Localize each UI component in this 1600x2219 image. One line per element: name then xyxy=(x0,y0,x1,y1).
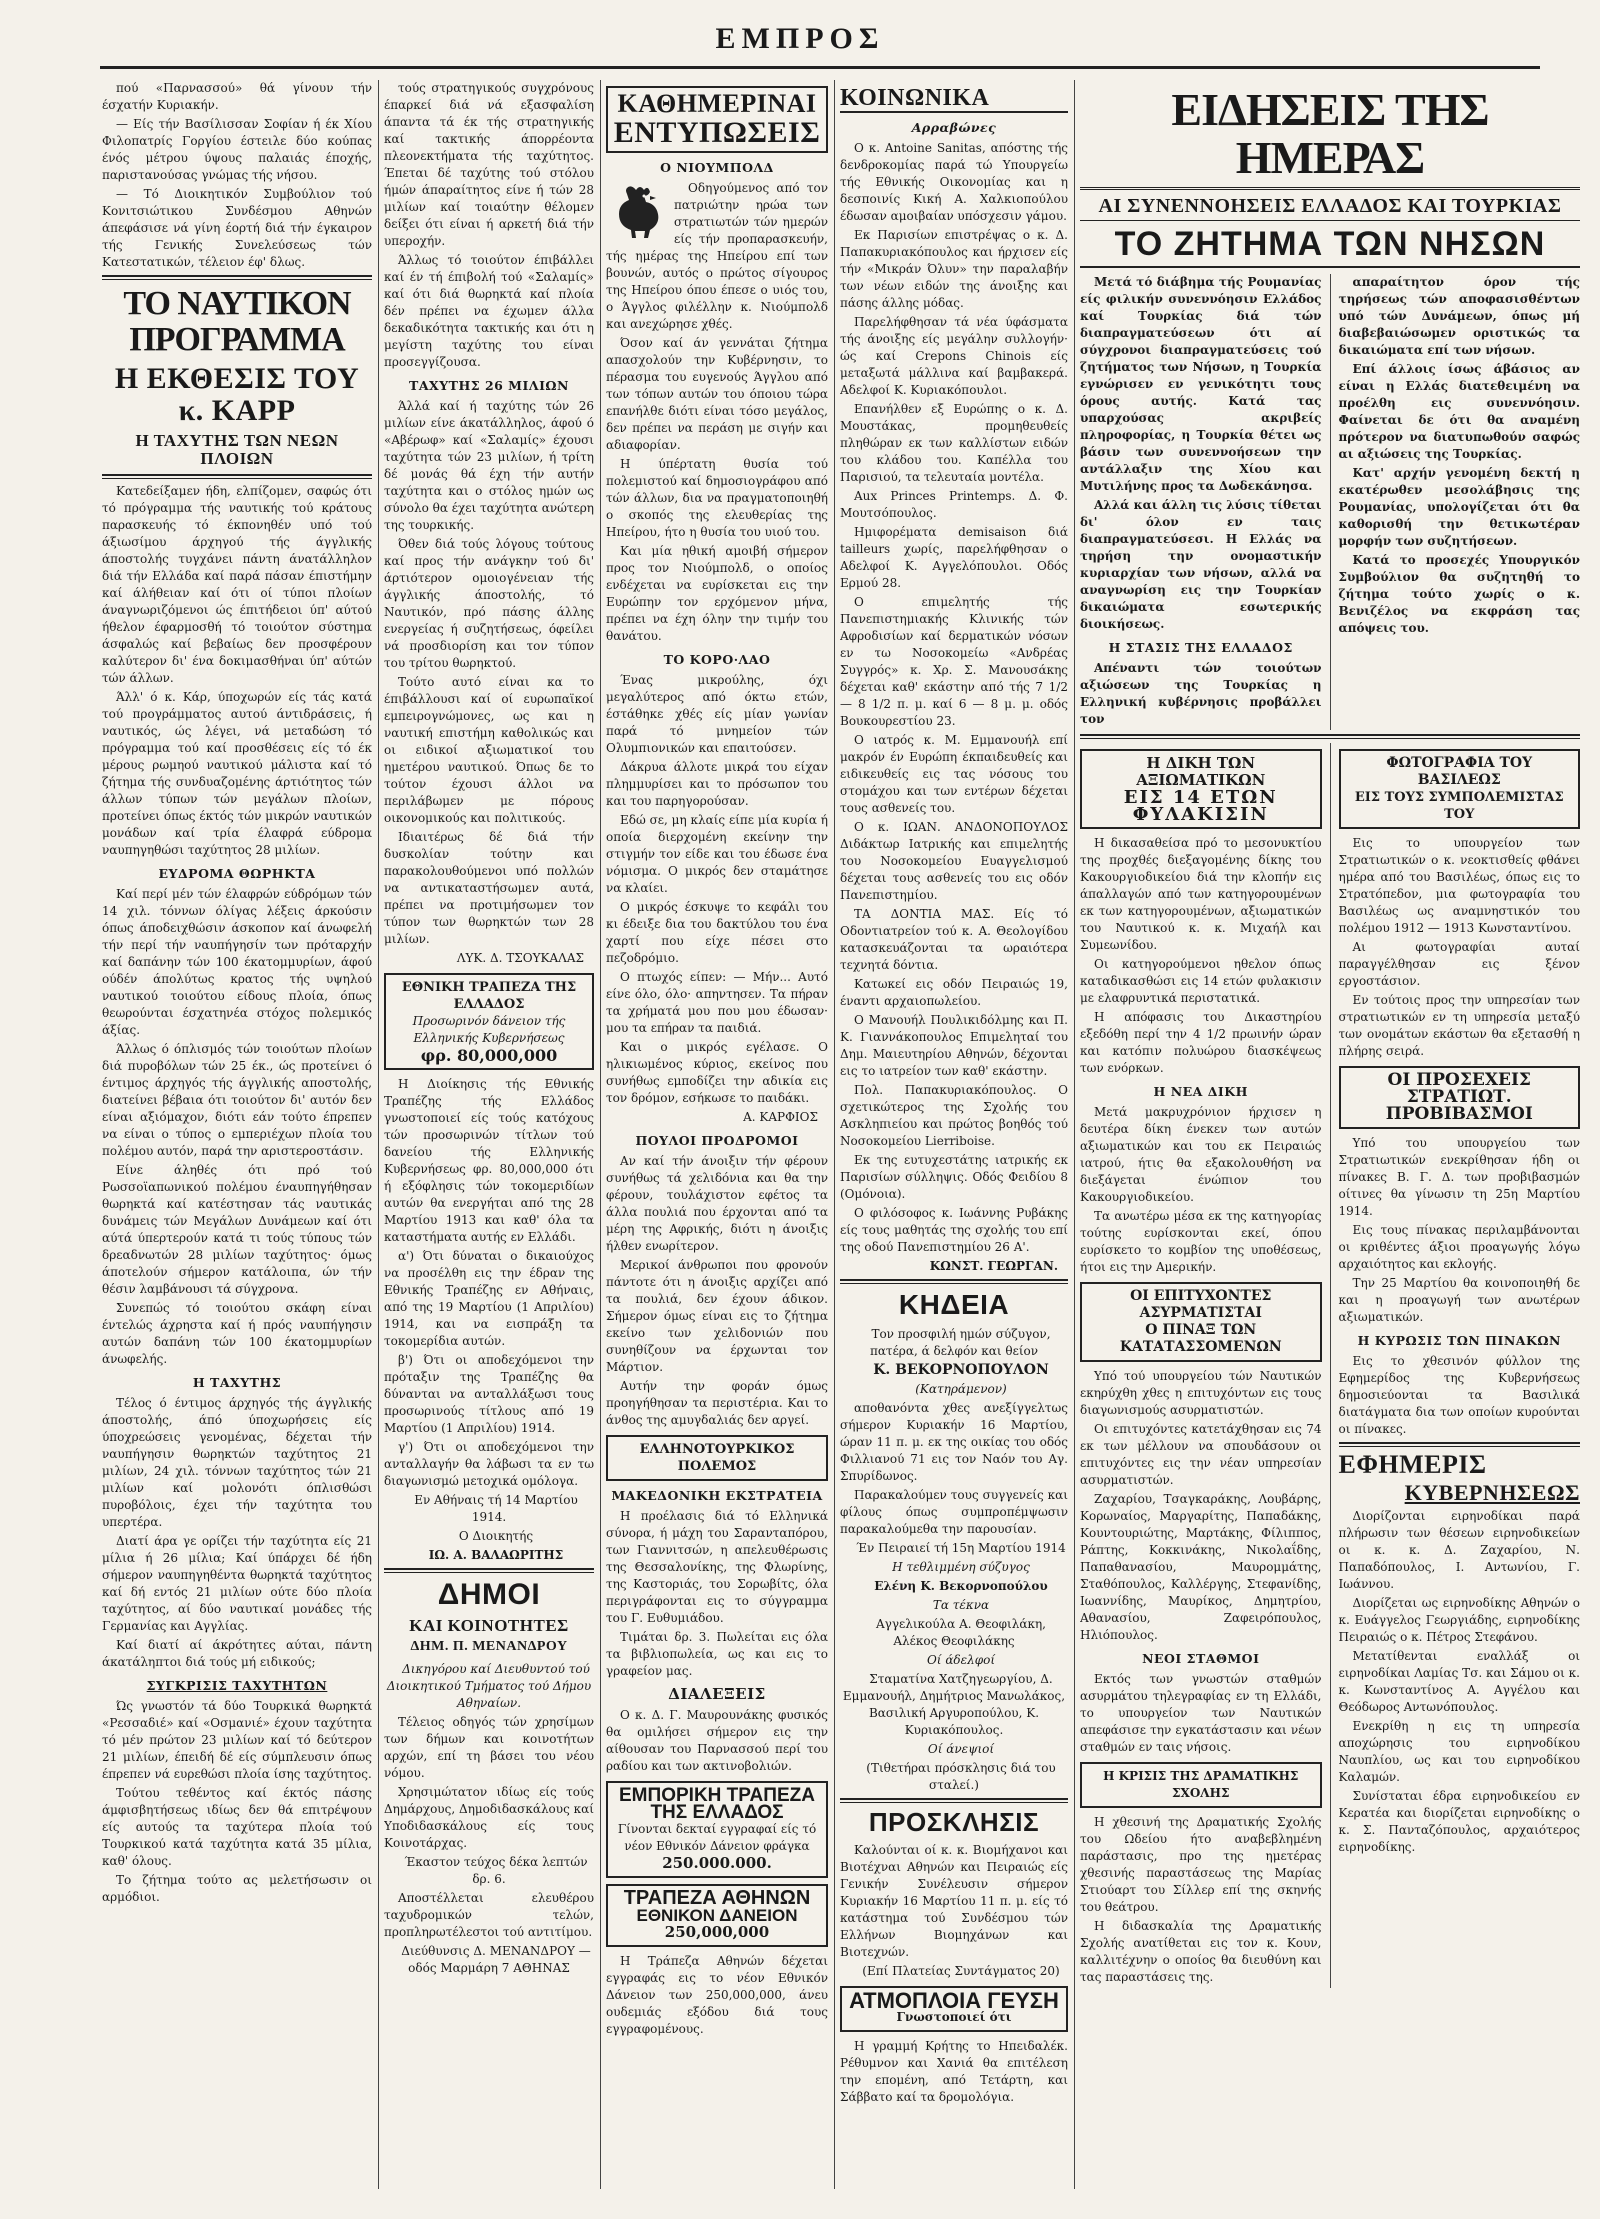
section-rule xyxy=(840,1798,1068,1803)
social-item: Επανήλθεν εξ Ευρώπης ο κ. Δ. Μουστάκας, προμηθευθείς πληθώραν εκ των καλλίστων ειδών του κλάδου του. Καπέλλα του Παρισιού, τα τελευταία μοντέλα. xyxy=(840,402,1068,485)
king-photo-subtitle: ΕΙΣ ΤΟΥΣ ΣΥΜΠΟΛΕΜΙΣΤΑΣ ΤΟΥ xyxy=(1354,790,1564,823)
banner-greece-turkey: ΑΙ ΣΥΝΕΝΝΟΗΣΕΙΣ ΕΛΛΑΔΟΣ ΚΑΙ ΤΟΥΡΚΙΑΣ xyxy=(1080,196,1580,221)
article-paragraph: Τέλος ό έντιμος άρχηγός τής άγγλικής άποστολής, άπό ύποχωρήσεις είς ύποχρεώσεις γενομένας, δέχεται τήν ναυπήγησιν θωρηκτών ταχύτητος 21 μιλίων, 24 χιλ. τόννων ταχύτητος τών 21 μιλίων καί μολονότι όπλισθώσι πυροβόλοις, έχει τήν ταχύτητα του υπερτέρα. xyxy=(102,1396,372,1530)
radio-operators-title: ΟΙ ΕΠΙΤΥΧΟΝΤΕΣ ΑΣΥΡΜΑΤΙΣΤΑΙ xyxy=(1130,1288,1272,1322)
social-item: Ο επιμελητής τής Πανεπιστημιακής Κλινικής τών Αφροδισίων καί δερματικών νόσων εν τω Νοσοκομείω «Ανδρέας Συγγρός» κ. Χρ. Σ. Μανουσάκης δέχεται καθ' εκάστην από τής 7 1/2 — 8 1/2 π. μ. καί 6 — 8 μ. μ. οδός Βουκουρεστίου 23. xyxy=(840,595,1068,729)
social-item: Ο κ. ΙΩΑΝ. ΑΝΔΟΝΟΠΟΥΛΟΣ Διδάκτωρ Ιατρικής και επιμελητής του Νοσοκομείου Ευαγγελισμού δέχεται τους ασθενείς του εις οδόν Πανεπιστημίου. xyxy=(840,820,1068,903)
funeral-text: αποθανόντα χθες ανεξίγγελτως σήμερον Κυριακήν 16 Μαρτίου, ώραν 11 π. μ. εκ της οικίας του οδός Φιλλιανού 71 εις τον Ναόν του Αγ. Σπυρίδωνος. xyxy=(840,1400,1068,1483)
article-paragraph: Ιδιαιτέρως δέ διά τήν δυσκολίαν τούτην και παρακολουθούμενοι υπό πολλών να αντικαταστήσωμεν αυτά, πρέπει να προτιμήσωμεν τον τύπον των θωρηκτών των 28 μιλίων. xyxy=(384,830,594,946)
lower-news-left xyxy=(1080,743,1322,1988)
ad-demoi-text: Διεύθυνσις Δ. ΜΕΝΑΝΔΡΟΥ — οδός Μαρμάρη 7 ΑΘΗΝΑΣ xyxy=(401,1944,591,1976)
section-rule xyxy=(102,275,372,280)
section-heading: Ο ΝΙΟΥΜΠΟΛΔ xyxy=(660,159,774,175)
lead-article-left xyxy=(1080,274,1322,730)
ad-demoi-subtitle: ΚΑΙ ΚΟΙΝΟΤΗΤΕΣ xyxy=(409,1615,569,1635)
article-paragraph: Αλλά και άλλη τις λύσις τίθεται δι' όλον εν ταις διαπραγματεύσεσι. Η Ελλάς να τηρήση την ονομαστικήν κυριαρχίαν των νήσων, αλλά να αναγνωρίση εις την Τουρκίαν δικαιώματα εσωτερικής διοικήσεως. xyxy=(1080,498,1322,632)
funeral-text: Τα τέκνα xyxy=(932,1597,990,1612)
article-paragraph: Όθεν διά τούς λόγους τούτους καί προς τήν ανάγκην τού δι' άρτιότερον ομοιογένειαν τής άγγλικής άποστολής, τό Ναυτικόν, πρό πάσης άλλης ενεργείας ή συζητήσεως, όφείλει νά προσδιορίση και τον τύπον του τρίτου θωρηκτού. xyxy=(384,537,594,670)
article-paragraph: Κατά το προσεχές Υπουργικόν Συμβούλιον θα συζητηθή το ζήτημα τούτο χωρίς ο κ. Βενιζέλος να εκφράση τας απόψεις του. xyxy=(1338,553,1580,636)
column-divider xyxy=(1330,274,1331,730)
article-paragraph: Απέναντι τών τοιούτων αξιώσεων της Τουρκίας η Ελληνική κυβέρνησις προβάλλει τον xyxy=(1080,661,1322,727)
article-paragraph: Η ύπέρτατη θυσία τού πολεμιστού καί δημοσιογράφου από τών άλλων, δια να πραγματοποιηθή ο σκοπός της ελευθερίας της Ηπείρου, ήτο η θυσία του υιού του. xyxy=(606,456,828,539)
column-divider xyxy=(834,80,835,2189)
steamship-ad-title: ΑΤΜΟΠΛΟΙΑ ΓΕΥΣΗ xyxy=(849,1987,1059,2013)
column-divider xyxy=(1074,80,1075,2189)
column-1 xyxy=(102,80,372,2189)
bank-notice-box xyxy=(384,973,594,1070)
funeral-deceased-name: Κ. ΒΕΚΟΡΝΟΠΟΥΛΟΝ xyxy=(873,1361,1049,1378)
article-paragraph: Και ο μικρός εγέλασε. Ο ηλικιωμένος κύριος, εκείνος που συνήθως εμποδίζει την αδικία εις τον δρόμον, εσήκωσε το παιδάκι. xyxy=(606,1039,828,1105)
article-paragraph: Κατεδείξαμεν ήδη, ελπίζομεν, σαφώς ότι τό πρόγραμμα τής ναυτικής τού κράτους παρασκευής τό έκπονηθέν υπό τού άξιωσίμου άρχηγού τής άγγλικής άποστολής τυγχάνει πάντη άνατάλληλον διά τήν Ελλάδα καί παρά πάσαν έπιστήμην καί άλήθειαν καί ότι οί τύποι πλοίων άναγνωριζόμενοι ώς έπιτήδειοι ύπ' αύτού ήθελον έφαρμοσθή τό τοιούτον σύστημα άσφαλώς καί βεβαίως δεν προσφέρουν καλύτερον δι' ένα δοκιμασθήναι ύπ' αύτών τών άλλων. xyxy=(102,484,372,686)
headline-naval-program: ΤΟ ΝΑΥΤΙΚΟΝ ΠΡΟΓΡΑΜΜΑ xyxy=(123,285,351,358)
commercial-bank-title: ΕΜΠΟΡΙΚΗ ΤΡΑΠΕΖΑ xyxy=(619,1784,815,1806)
article-paragraph: Η απόφασις του Δικαστηρίου εξεδόθη περί την 4 1/2 πρωινήν ώραν και κατόπιν πολυώρου διασκέψεως των ενόρκων. xyxy=(1080,1010,1322,1076)
daily-impressions-header xyxy=(606,86,828,153)
article-paragraph: Η προέλασις διά τό Ελληνικά σύνορα, ή μάχη του Σαρανταπόρου, των Γιαννιτσών, η απελευθέρωσις της Θεσσαλονίκης, της Φλωρίνης, της Καστοριάς, του Σορωβίτς, όλα περιγράφονται εις το σύγγραμμα του Γ. Ευθυμιάδου. xyxy=(606,1508,828,1625)
article-paragraph: Εις το υπουργείον των Στρατιωτικών ο κ. νεοκτισθείς φθάνει ημέρα από του Βασιλέως, όπως εις το Στρατόπεδον, μια φωτογραφία του Βασιλέως ως αναμνηστικόν του πολέμου 1912 — 1913 Κωνσταντίνου. xyxy=(1338,836,1580,936)
article-paragraph: Μετά μακρυχρόνιον ήρχισεν η δευτέρα δίκη ένεκεν των αυτών αξιωματικών και του εκ Πειραιώς ιατρού, ήτις θα εξακολουθήση να διεξάγεται ένώπιον του Κακουργιοδικείου. xyxy=(1080,1105,1322,1205)
bank-notice-title: ΕΘΝΙΚΗ ΤΡΑΠΕΖΑ ΤΗΣ ΕΛΛΑΔΟΣ xyxy=(401,980,577,1012)
article-paragraph: Την 25 Μαρτίου θα κοινοποιηθή δε και η προαγωγή των ανωτέρων αξιωματικών. xyxy=(1338,1276,1580,1325)
war-book-ad-title: ΕΛΛΗΝΟΤΟΥΡΚΙΚΟΣ ΠΟΛΕΜΟΣ xyxy=(606,1435,828,1481)
intro-text: πού «Παρνασσού» θά γίνουν τήν έσχατήν Κυριακήν. xyxy=(102,81,372,112)
article-paragraph: Εν τούτοις προς την υπηρεσίαν των στρατιωτικών εν τη υπηρεσία μεταξύ των ονομάτων εκάστων θα εξετασθή η πλήρης σειρά. xyxy=(1338,993,1580,1059)
article-paragraph: Διατί άρα γε ορίζει τήν ταχύτητα είς 21 μίλια ή 26 μίλια; Καί ύπάρχει δέ ήδη σήμερον ναυπηγηθέντα θωρηκτά ταχύτητος καί δή εντός 21 μιλίων ούτε δύο πλοία ταχύτητος, αί δύο ναυτικαί μονάδες τής Γερμανίας και Αγγλίας. xyxy=(102,1534,372,1634)
king-photo-title: ΦΩΤΟΓΡΑΦΙΑ ΤΟΥ ΒΑΣΙΛΕΩΣ xyxy=(1386,755,1533,789)
commercial-bank-ad xyxy=(606,1781,828,1878)
government-gazette-title: ΕΦΗΜΕΡΙΣ xyxy=(1338,1450,1487,1480)
radio-operators-subtitle: Ο ΠΙΝΑΞ ΤΩΝ ΚΑΤΑΤΑΣΣΟΜΕΝΩΝ xyxy=(1119,1322,1282,1356)
ad-demoi-text: Χρησιμώτατον ιδίως είς τούς Δημάρχους, Δημοδιδασκάλους καί Υποδιδασκάλους είς τους Κοινοτάρχας. xyxy=(384,1785,594,1851)
officers-trial-title: Η ΔΙΚΗ ΤΩΝ ΑΞΙΩΜΑΤΙΚΩΝ xyxy=(1136,754,1266,790)
invitation-text: Καλούνται οί κ. κ. Βιομήχανοι και Βιοτέχναι Αθηνών και Πειραιώς είς Γενικήν Συνέλευσιν σήμερον Κυριακήν 16 Μαρτίου 11 π. μ. είς τό κατάστημα τού Συνδέσμου τών Ελλήνων Βιομηχάνων και Βιοτεχνών. xyxy=(840,1842,1068,1959)
section-heading: ΕΥΔΡΟΜΑ ΘΩΡΗΚΤΑ xyxy=(158,866,316,882)
article-paragraph: Άλλως τό τοιούτον έπιβάλλει καί έν τή έπιβολή τού «Σαλαμίς» καί ότι διά θωρηκτά καί πλοία δέν πρέπει να έχωμεν άλλα δεκαδικότητα τακτικής και ότι η μεγίστη ταχύτης του είναι προσεγγίζουσα. xyxy=(384,253,594,369)
article-paragraph: Εις τους πίνακας περιλαμβάνονται οι κριθέντες άξιοι προαγωγής λόγω αρχαιότητος και εκλογής. xyxy=(1338,1223,1580,1272)
section-rule xyxy=(840,1279,1068,1284)
athens-bank-title: ΤΡΑΠΕΖΑ ΑΘΗΝΩΝ xyxy=(623,1886,811,1909)
author-signature: ΛΥΚ. Δ. ΤΣΟΥΚΑΛΑΣ xyxy=(456,951,584,965)
article-paragraph: Ενεκρίθη η εις τη υπηρεσία αποχώρησις του ειρηνοδίκου Ναυπλίου, ως και του ειρηνοδίκου Καλαμών. xyxy=(1338,1718,1580,1784)
social-item: Ημιφορέματα demisaison διά tailleurs χωρίς, παρελήφθησαν ο Αδελφοί Κ. Αγγελόπουλοι. Οδός Ερμού 28. xyxy=(840,525,1068,591)
athens-bank-amount: 250,000,000 xyxy=(664,1922,770,1941)
article-paragraph: Εδώ σε, μη κλαίς είπε μία κυρία ή οποία διερχομένη εκείνην την στιγμήν τον είδε και του έδωσε ένα νόμισμα. Ο μικρός δεν σταμάτησε να κλαίει. xyxy=(606,812,828,895)
ad-demoi-text: Έκαστον τεύχος δέκα λεπτών δρ. 6. xyxy=(404,1855,588,1887)
lead-article xyxy=(1080,274,1580,730)
banner-islands-question: ΤΟ ΖΗΤΗΜΑ ΤΩΝ ΝΗΣΩΝ xyxy=(1080,227,1580,269)
section-heading: ΤΑΧΥΤΗΣ 26 ΜΙΛΙΩΝ xyxy=(409,378,569,393)
article-paragraph: Ζαχαρίου, Τσαγκαράκης, Λουβάρης, Κορωναίος, Μαργαρίτης, Παπαδάκης, Κουντουριώτης, Μαρτάκης, Φίλιππος, Ράπτης, Κοκκινάκης, Νικολαΐδης, Παπαθανασίου, Μαυρομμάτης, Σταθόπουλος, Καλλέργης, Στεφανίδης, Ιωαννίδης, Μαυρίκος, Δημητρίου, Αθανασίου, Ζαφειρόπουλος, Ηλιόπουλος. xyxy=(1080,1492,1322,1643)
rooster-icon xyxy=(606,182,666,244)
newspaper-name: ΕΜΠΡΟΣ xyxy=(715,22,885,55)
column-3 xyxy=(606,80,828,2189)
government-gazette-subtitle: ΚΥΒΕΡΝΗΣΕΩΣ xyxy=(1404,1479,1580,1505)
article-paragraph: Τα ανωτέρω μέσα εκ της κατηγορίας τούτης ευρίσκονται εκεί, όπου ευρίσκετο το κομβίον της υποθέσεως, ήτοι εις την Αμερικήν. xyxy=(1080,1209,1322,1275)
bank-notice-subtitle: Προσωρινόν δάνειον τής Ελληνικής Κυβερνήσεως xyxy=(412,1014,566,1045)
daily-impressions-subtitle: ΕΝΤΥΠΩΣΕΙΣ xyxy=(613,116,821,150)
article-paragraph: Άλλως ό όπλισμός τών τοιούτων πλοίων διά πυροβόλων τών 25 έκ., ώς προτείνει ό έντιμος άρχηγός τής άγγλικής αποστολής, διατείνει βέβαια ότι τοιούτον δι' αυτόν δεν είναι αξιόμαχον, διότι εάν τούτο έπρεπεν να είναι ο τύπος ο εμπεριέχων πλοία του πολέμου αυτόν, παρά την αριστεροστάσιν. xyxy=(102,1042,372,1159)
bank-notice-role: Ο Διοικητής xyxy=(458,1529,534,1543)
social-item: Aux Princes Printemps. Δ. Φ. Μουτσόπουλος. xyxy=(840,489,1068,521)
column-divider xyxy=(378,80,379,2189)
social-item: Ο κ. Antoine Sanitas, απόστης τής δενδροκομίας παρά τώ Υπουργείω τής Εθνικής Οικονομίας και η δεσποινίς Κική Α. Χαλκιοπούλου έδωσαν αμοιβαίαν υπόσχεσιν γάμου. xyxy=(840,141,1068,224)
article-paragraph: Συνεπώς τό τοιούτου σκάφη είναι έντελώς άχρηστα καί ή πρός ναυπήγησιν αυτών δαπάνη τών 100 έκατομμυρίων άνωφελής. xyxy=(102,1301,372,1367)
bank-notice-text: α') Ότι δύναται ο δικαιούχος να προσέλθη εις την έδραν της Εθνικής Τραπέζης εν Αθήναις, από της 19 Μαρτίου (1 Απριλίου) 1914, και να εισπράξη τα τοκομερίδια αυτών. xyxy=(384,1249,594,1348)
article-paragraph: τούς στρατηγικούς συγχρόνους έπαρκεί διά νά εξασφαλίση άπαντα τά έκ τής στρατηγικής καί τακτικής άπορρέοντα πλεονεκτήματα τής ταχύτητος. Έπεται δέ ταχύτης τού στόλου ήμών άπαραίτητος είνε ή τών 28 μιλίων καί τοιαύτην θέλομεν δείξει ότι είναι ή αρκετή διά τήν υπεροχήν. xyxy=(384,81,594,248)
funeral-text: Έν Πειραιεί τή 15η Μαρτίου 1914 xyxy=(856,1540,1066,1555)
invitation-title: ΠΡΟΣΚΛΗΣΙΣ xyxy=(868,1806,1040,1837)
article-paragraph: Είνε άληθές ότι πρό τού Ρωσσοϊαπωνικού πολέμου έναυπηγήθησαν θωρηκτά καί κατέστησαν τάς ναυτικάς δυνάμεις τών Μεγάλων Δυνάμεων καί ότι αύτά ύπερτερούν κατά τι τούς τύπους τών δρεαδνωτών 28 μιλίων ταχύτητος· όμως άποτελούν σήμερον κατάλοιπα, ών τήν θέσιν λαμβάνουσι τά σύγχρονα. xyxy=(102,1163,372,1297)
lower-news-right xyxy=(1339,743,1581,1988)
section-heading: ΠΟΥΛΟΙ ΠΡΟΔΡΟΜΟΙ xyxy=(635,1132,799,1148)
column-divider xyxy=(1330,743,1331,1988)
column-divider xyxy=(600,80,601,2189)
section-heading: Η ΤΑΧΥΤΗΣ xyxy=(192,1375,282,1391)
article-paragraph: Ένας μικρούλης, όχι μεγαλύτερος από όκτω ετών, έστάθηκε χθές είς μίαν γωνίαν παρά τό μνημείον τών Ολυμπιονικών και επαιτούσεν. xyxy=(606,672,828,755)
column-4 xyxy=(840,80,1068,2189)
officers-trial-box xyxy=(1080,749,1322,829)
ad-demoi-text: Αποστέλλεται ελευθέρου ταχυδρομικών τελών, προπληρωτέλεστοι τού αντιτίμου. xyxy=(384,1891,594,1940)
article-paragraph: Η δικασαθείσα πρό το μεσονυκτίου της προχθές διεξαγομένης δίκης του Κακουργιοδικείου διά την κλοπήν εις άπαλλαγών από των κατηγορουμένων εκ των κατηγορουμένων, αξιωματικών του Ναυτικού κ. κ. Μιχαήλ και Συμεωνίδου. xyxy=(1080,836,1322,953)
steamship-ad-subtitle: Γνωστοποιεί ότι xyxy=(896,2009,1012,2024)
radio-operators-box xyxy=(1080,1282,1322,1362)
article-paragraph: Κατ' αρχήν γενομένη δεκτή η εκατέρωθεν μεσολάβησις της Ρουμανίας, υπολογίζεται ότι θα καθορισθή την θετικωτέραν μορφήν των συζητήσεων. xyxy=(1338,466,1580,549)
funeral-text: (Τιθετήραι πρόσκλησις διά του σταλεί.) xyxy=(866,1760,1056,1792)
article-paragraph: Συνίσταται έδρα ειρηνοδικείου εν Κερατέα και διορίζεται ειρηνοδίκης ο κ. Σ. Πανταζόπουλος, αρχαιότερος ειρηνοδίκης. xyxy=(1338,1788,1580,1854)
intro-text: — Είς τήν Βασίλισσαν Σοφίαν ή έκ Χίου Φιλοπατρίς Γοργίου έστειλε δύο κούπας ένός μέτρου ύψους παλαιάς έποχής, παριστανούσας γνώμας τής νήσου. xyxy=(102,117,372,182)
article-paragraph: Η διδασκαλία της Δραματικής Σχολής ανατίθεται εις τον κ. Κουν, καλλιτέχνην ο οποίος θα διευθύνη και τας παραστάσεις της. xyxy=(1080,1919,1322,1985)
section-heading: Αρραβώνες xyxy=(911,120,997,136)
article-paragraph: Επί άλλοις ίσως άβάσιος αν είναι η Ελλάς διατεθειμένη να προέλθη εις συνεννόησιν. Φαίνεται δε ότι θα αναμένη πρότερον να διατυπωθούν σαφώς αι αξιώσεις της Τουρκίας. xyxy=(1338,362,1580,462)
lead-article-right xyxy=(1339,274,1581,730)
subheadline-speed: Η ΤΑΧΥΤΗΣ ΤΩΝ ΝΕΩΝ ΠΛΟΙΩΝ xyxy=(135,431,339,469)
social-item: Ο φιλόσοφος κ. Ιωάννης Ρυβάκης είς τους μαθητάς της σχολής του επί της οδού Πανεπιστημίου 26 Α'. xyxy=(840,1206,1068,1255)
social-item: Εκ της ευτυχεστάτης ιατρικής εκ Παρισίων σύλληψις. Οδός Φειδίου 8 (Ομόνοια). xyxy=(840,1153,1068,1202)
funeral-deceased-alias: (Κατηράμενον) xyxy=(915,1381,1007,1396)
article-paragraph: Οι κατηγορούμενοι ηθελον όπως καταδικασθώσι εις 14 ετών φυλακισιν με ελαφρυντικά περιστατικά. xyxy=(1080,957,1322,1006)
section-rule xyxy=(1080,734,1580,739)
article-paragraph: απαραίτητον όρον τής τηρήσεως τών αποφασισθέντων υπό τών Δυνάμεων, όπως μή διαβεβαιώσωμεν οριστικώς τα δικαιώματα επί των νήσων. xyxy=(1338,275,1580,358)
section-rule xyxy=(384,1568,594,1573)
article-paragraph: Καί διατί αί άκρότητες αύται, πάντη άκατάληπτοι διά τούς μή ειδικούς; xyxy=(102,1638,372,1670)
author-signature: ΚΩΝΣΤ. ΓΕΩΡΓΑΝ. xyxy=(929,1259,1058,1274)
intro-text: — Τό Διοικητικόν Συμβούλιον τού Κονιτσιώτικου Συνδέσμου Αθηνών άπεφάσισε νά γίνη έορτή διά τήν έγκαιρον τής Γενικής Συνελεύσεως τών Κατεστατικών, τέλειον έφ' δλως. xyxy=(102,187,372,269)
funeral-notice-title: ΚΗΔΕΙΑ xyxy=(898,1289,1010,1321)
article-paragraph: Μετατίθενται εναλλάξ οι ειρηνοδίκαι Λαμίας Τσ. και Σάμου οι κ. κ. Κωνσταντίνος Α. Αγγέλου και Θεόδωρος Αντωνόπουλος. xyxy=(1338,1648,1580,1714)
funeral-text: Σταματίνα Χατζηγεωργίου, Δ. Εμμανουήλ, Δημήτριος Μανωλάκος, Βασιλική Αργυροπούλου, Κ. Κυριακόπουλος. xyxy=(842,1671,1066,1737)
steamship-ad-text: Η γραμμή Κρήτης το Ηπειδαλέκ. Ρέθυμνον και Χανιά θα επιτέλεση την επομένη, από Τετάρτη, και Σάββατο καί τα δρομολόγια. xyxy=(840,2038,1068,2104)
funeral-text: Παρακαλούμεν τους συγγενείς και φίλους όπως συμπροπέμψωσιν παρακαλούμεθα την παρουσίαν. xyxy=(840,1487,1068,1536)
article-paragraph: Μετά τό διάβημα τής Ρουμανίας είς φιλικήν συνεννόησιν Ελλάδος καί Τουρκίας διά τών διαπραγματεύσεων ότι αί σύγχρονοι διαπραγματεύσεις τού ζητήματος των Νήσων, η Τουρκία εγνώρισεν εν γενικότητι τους όρους αυτής. Κατά τας υπαρχούσας ακριβείς πληροφορίας, η Τουρκία θέτει ως βάσιν των συνεννοήσεων την αντάλλαξιν της Χίου και Μυτιλήνης προς τα Δωδεκάνησα. xyxy=(1080,275,1322,494)
column-2 xyxy=(384,80,594,2189)
king-photo-box xyxy=(1339,749,1581,829)
social-item: ΤΑ ΔΟΝΤΙΑ ΜΑΣ. Είς τό Οδοντιατρείον τού κ. Α. Θεολογίδου κατασκευάζονται τα ωραιότερα τεχνητά δόντια. xyxy=(840,907,1068,973)
masthead xyxy=(0,0,1600,90)
commercial-bank-amount: 250.000.000. xyxy=(662,1853,772,1872)
article-paragraph: Υπό του υπουργείου των Στρατιωτικών ενεκρίθησαν ήδη οι πίνακες Β. Γ. Δ. των προβιβασμών οίτινες θα γίνωσιν τη 25η Μαρτίου 1914. xyxy=(1338,1136,1580,1219)
invitation-text: (Επί Πλατείας Συντάγματος 20) xyxy=(862,1963,1060,1978)
article-paragraph: Η χθεσινή της Δραματικής Σχολής του Ωδείου ήτο αναβεβλημένη παράστασις, προ της ημετέρας χθεσινής παραστάσεως της Μαρίας Στιούαρτ του Σίλλερ επί της σκηνής του θεάτρου. xyxy=(1080,1815,1322,1915)
section-heading: ΜΑΚΕΔΟΝΙΚΗ ΕΚΣΤΡΑΤΕΙΑ xyxy=(611,1487,823,1503)
article-paragraph: Διορίζονται ειρηνοδίκαι παρά πλήρωσιν των θέσεων ειρηνοδικείων οι κ. κ. Δ. Ζαχαρίου, Ν. Παπαδόπουλος, Ι. Αντωνίου, Γ. Ιωάννου. xyxy=(1338,1508,1580,1591)
article-paragraph: Άλλά καί ή ταχύτης τών 26 μιλίων είνε άκατάλληλος, άφού ό «Αβέρωφ» καί «Σαλαμίς» έχουσι ταχύτητα τών 23 μιλίων, ή τρίτη δέ μονάς θά έχη τήν αυτήν ταχύτητα και ο στόλος ημών ως σύνολο θα έχει ταχύτητα ανώτερη της τουρκικής. xyxy=(384,399,594,532)
promotions-title: ΟΙ ΠΡΟΣΕΧΕΙΣ ΣΤΡΑΤΙΩΤ. ΠΡΟΒΙΒΑΣΜΟΙ xyxy=(1339,1066,1581,1129)
column-5 xyxy=(1080,80,1580,2189)
funeral-text: Αγγελικούλα Α. Θεοφιλάκη, Αλέκος Θεοφιλάκης xyxy=(876,1616,1046,1648)
section-heading: Η ΣΤΑΣΙΣ ΤΗΣ ΕΛΛΑΔΟΣ xyxy=(1108,640,1293,656)
headline-karr-report: Η ΕΚΘΕΣΙΣ ΤΟΥ κ. ΚΑΡΡ xyxy=(114,362,360,427)
bank-notice-amount: φρ. 80,000,000 xyxy=(420,1046,558,1065)
article-paragraph: Μερικοί άνθρωποι που φρονούν πάντοτε ότι η άνοιξις αρχίζει από τα πουλιά, δεν έχουν άδικον. Σήμερον όμως είναι εις το ζήτημα εκείνο των χελιδονιών που συνηθίζουν να έρχωνται τον Μάρτιον. xyxy=(606,1257,828,1374)
bank-notice-date: Εν Αθήναις τή 14 Μαρτίου 1914. xyxy=(414,1493,578,1524)
athens-bank-subtitle: ΕΘΝΙΚΟΝ ΔΑΝΕΙΟΝ xyxy=(636,1905,798,1925)
article-paragraph: Τούτο αυτό είναι κα το έπιβάλλουσι καί οί ευρωπαϊκοί εμπειρογνώμονες, ως και η ναυτική επιστήμη καθολικώς και οι ειδικοί αξιωματικοί του ημετέρου ναυτικού. Όπως δε το τούτον έχουσι άλλοι να περιλάβωμεν με πόρους οικονομικούς και πολιτικούς. xyxy=(384,675,594,825)
funeral-text: Η τεθλιμμένη σύζυγος xyxy=(892,1559,1030,1574)
article-paragraph: Αυτήν την φοράν όμως προηγήθησαν τα περιστέρια. Και το άνθος της αμυγδαλιάς δεν αργεί. xyxy=(606,1378,828,1427)
bank-notice-signature: ΙΩ. Α. ΒΑΛΑΩΡΙΤΗΣ xyxy=(428,1548,564,1562)
drama-school-title: Η ΚΡΙΣΙΣ ΤΗΣ ΔΡΑΜΑΤΙΚΗΣ ΣΧΟΛΗΣ xyxy=(1080,1762,1322,1808)
funeral-text: Τον προσφιλή ημών σύζυγον, πατέρα, ά δελφόν και θείον xyxy=(869,1326,1051,1358)
article-paragraph: Αι φωτογραφίαι αυταί παραγγέλθησαν εις ξένον εργοστάσιον. xyxy=(1338,940,1580,989)
social-item: Εκ Παρισίων επιστρέψας ο κ. Δ. Παπακυριακόπουλος και ήρχισεν είς τήν «Μικράν Όλυν» την παραλαβήν των νέων ειδών της άνοιξης και πάσης άλλης μόδας. xyxy=(840,228,1068,311)
article-paragraph: Οι επιτυχόντες κατετάχθησαν εις 74 εκ των μέλλουν να σπουδάσουν οι επιτυχόντες εις την νέαν υπηρεσίαν ασυρματιστών. xyxy=(1080,1422,1322,1488)
ad-demoi-text: Τέλειος οδηγός τών χρησίμων των δήμων και κοινοτήτων αρχών, επί τη βάσει του νέου νόμου. xyxy=(384,1715,594,1781)
athens-bank-text: Η Τράπεζα Αθηνών δέχεται εγγραφάς εις το νέον Εθνικόν Δάνειον των 250,000,000, άνευ ουδεμιάς εξόδου διά τους εγγραφομένους. xyxy=(606,1953,828,2036)
daily-impressions-title: ΚΑΘΗΜΕΡΙΝΑΙ xyxy=(617,89,817,118)
social-item: Κατωκεί εις οδόν Πειραιώς 19, έναντι αρχαιοπωλείου. xyxy=(840,977,1068,1009)
steamship-ad xyxy=(840,1986,1068,2032)
athens-bank-ad xyxy=(606,1884,828,1947)
article-paragraph: Διορίζεται ως ειρηνοδίκης Αθηνών ο κ. Ευάγγελος Γεωργιάδης, ειρηνοδίκης Πειραιώς ο κ. Πέτρος Στεφάνου. xyxy=(1338,1595,1580,1644)
article-paragraph: Ώς γνωστόν τά δύο Τουρκικά θωρηκτά «Ρεσσαδιέ» καί «Οσμανιέ» έχουν ταχύτητα τό μέν πρώτον 23 μιλίων καί τό δεύτερον 21 μιλίων, έπειδή δέ είς σύμπλευσιν όπως έπρεπεν νά ευρεθώσι πλοία ίσης ταχύτητος. xyxy=(102,1699,372,1782)
bank-notice-text: β') Ότι οι αποδεχόμενοι την πρόταξιν της Τραπέζης θα δύνανται να ανταλλάξωσι τους προσωρινούς τίτλους από 19 Μαρτίου (1 Απριλίου) 1914. xyxy=(384,1353,594,1435)
article-paragraph: Και μία ηθική αμοιβή σήμερον προς τον Νιούμπολδ, ο οποίος ενδέχεται να ευρίσκεται εις την Ευρώπην τον ερχόμενον μήνα, πρέπει να έχη όλην την τιμήν του θανάτου. xyxy=(606,543,828,643)
article-paragraph: Δάκρυα άλλοτε μικρά του είχαν πλημμυρίσει και το πρόσωπον του και του παρηγορούσαν. xyxy=(606,759,828,808)
article-paragraph: Καί περί μέν τών έλαφρών εύδρόμων τών 14 χιλ. τόννων όλίγας λέξεις άρκούσιν όπως άποδειχθώσιν άσκοπον καί άνωφελή τήν περί τήν ναυπήγησίν των πρόταρχήν καί δαπάνην τών 100 έκατομμυρίων, άφού ούδέν άπολύτως κρατος τής υψηλού ναυτικού τοιούτου είδους πλοία, όπως θεωρούνται έσχατηνέα στόχος πολεμικός άξίας. xyxy=(102,887,372,1038)
section-heading: ΣΥΓΚΡΙΣΙΣ ΤΑΧΥΤΗΤΩΝ xyxy=(146,1678,328,1694)
lower-news xyxy=(1080,743,1580,1988)
author-signature: Α. ΚΑΡΦΙΟΣ xyxy=(743,1109,818,1124)
section-rule xyxy=(102,474,372,479)
section-heading: ΤΟ ΚΟΡΟ·ΛΑΟ xyxy=(663,651,771,667)
article-paragraph: Άλλ' ό κ. Κάρ, ύποχωρών είς τάς κατά τού προγράμματος αυτού άντιδράσεις, ή ναυτικός, ώς λέγει, νά μεταδώση τό πρόγραμμα τού καί προσθέσεις είς τό έκ μέρους ρωμηού ναυτικού μάλιστα καί τό ζήτημα τής συνδυαζομένης άρτιότητος τών άλλων τύπων τών μεγάλων πλοίων, προτείνει όπως έκτός τών μικρών ναυτικών μονάδων καί τρία έλαφρά εύδρομα ναυπηγηθώσι ταχύτητος 28 μιλίων. xyxy=(102,690,372,858)
funeral-text: Οί άνεψιοί xyxy=(927,1741,995,1756)
article-paragraph: Τιμάται δρ. 3. Πωλείται εις όλα τα βιβλιοπωλεία, ως και εις το γραφείον μας. xyxy=(606,1629,828,1678)
section-heading: Η ΚΥΡΩΣΙΣ ΤΩΝ ΠΙΝΑΚΩΝ xyxy=(1357,1333,1561,1349)
article-paragraph: Εις το χθεσινόν φύλλον της Εφημερίδος της Κυβερνήσεως δημοσιεύονται τα Βασιλικά διατάγματα δια των οποίων κυρούνται οι πίνακες. xyxy=(1338,1354,1580,1437)
article-paragraph: Ο κ. Δ. Γ. Μαυρουνάκης φυσικός θα ομιλήσει σήμερον εις την αίθουσαν του Παρνασσού περί του ραδίου και των ακτινοβολιών. xyxy=(606,1707,828,1773)
section-heading: ΔΙΑΛΕΞΕΙΣ xyxy=(668,1684,766,1703)
article-paragraph: Το ζήτημα τούτο ας μελετήσωσιν οι αρμόδιοι. xyxy=(102,1873,372,1905)
officers-trial-subtitle: ΕΙΣ 14 ΕΤΩΝ ΦΥΛΑΚΙΣΙΝ xyxy=(1123,787,1278,826)
ad-demoi-author: ΔΗΜ. Π. ΜΕΝΑΝΔΡΟΥ xyxy=(410,1639,568,1655)
funeral-name: Ελένη Κ. Βεκορνοπούλου xyxy=(874,1578,1048,1593)
bank-notice-text: γ') Ότι οι αποδεχόμενοι την ανταλλαγήν θα λάβωσι τα εν τω διαγωνισμώ μετοχικά ομόλογα. xyxy=(384,1440,594,1488)
section-rule xyxy=(1339,1442,1581,1447)
commercial-bank-subtitle: ΤΗΣ ΕΛΛΑΔΟΣ xyxy=(650,1801,784,1823)
article-paragraph: Όσον καί άν γεννάται ζήτημα απασχολούν την Κυβέρνησιν, το πέρασμα του ευγενούς Άγγλου από των τόπων αυτών του όποιου τώρα επανήλθε διότι είναι τόσο μεγάλος, δεν πρέπει να περάση με σιγήν και αδιαφορίαν. xyxy=(606,335,828,452)
funeral-text: Οί άδελφοί xyxy=(926,1652,996,1667)
social-item: Ο ιατρός κ. Μ. Εμμανουήλ επί μακρόν έν Ευρώπη έκπαιδευθείς και ειδικευθείς εις τας νόσους του στομάχου και των εντέρων δέχεται τους ασθενείς του. xyxy=(840,733,1068,816)
masthead-rule xyxy=(100,66,1540,69)
ad-demoi-text: Δικηγόρου καί Διευθυντού τού Διοικητικού Τμήματος τού Δήμου Αθηναίων. xyxy=(386,1662,592,1711)
ad-demoi-title: ΔΗΜΟΙ xyxy=(437,1578,541,1611)
social-item: Παρελήφθησαν τά νέα ύφάσματα τής άνοιξης είς μεγάλην συλλογήν· ώς καί Crepons Chinois είς μεταξωτά μάλλινα καί βαμβακερά. Αδελφοί Κ. Κυριακόπουλοι. xyxy=(840,315,1068,398)
article-paragraph: Ο μικρός έσκυψε το κεφάλι του κι έδειξε δια του δακτύλου του ένα χαρτί που είχε πέσει στο πεζοδρόμιο. xyxy=(606,899,828,965)
commercial-bank-text: Γίνονται δεκταί εγγραφαί είς τό νέον Εθνικόν Δάνειον φράγκα xyxy=(617,1821,817,1853)
social-item: Πολ. Παπακυριακόπουλος. Ο σχετικώτερος της Σχολής του Ασκληπιείου και πρώτος βοηθός τού Νοσοκομείου Lierriboise. xyxy=(840,1083,1068,1149)
article-paragraph: Τούτου τεθέντος καί έκτός πάσης άμφισβητήσεως ιδίως δεν θά επιτρέψουν είς αυτούς τα ταχύτερα πλοία τού Τουρκικού κατά ταχύτητα κατά 35 μίλια, καθ' όλους. xyxy=(102,1786,372,1869)
news-of-day-title: ΕΙΔΗΣΕΙΣ ΤΗΣ ΗΜΕΡΑΣ xyxy=(1080,86,1580,190)
article-paragraph: Αν καί τήν άνοιξιν τήν φέρουν συνήθως τά χελιδόνια και θα την φέρουν, τουλάχιστον εφέτος τα άλλα πουλιά που έρχονται από τα μέρη της Αφρικής, διότι η άνοιξις ήλθεν ενωρίτερον. xyxy=(606,1153,828,1253)
article-paragraph: Οδηγούμενος από τον πατριώτην ηρώα των στρατιωτών τών ημερών είς τήν προπαρασκευήν, τής ημέρας της Ηπείρου επί των βουνών, αυτός ο πρώτος σίγουρος της Ηπείρου όπου έπεσε ο υιός του, ο Άγγλος φιλέλλην κ. Νιούμπολδ και ανεχώρησε χθές. xyxy=(606,180,828,331)
article-paragraph: Εκτός των γνωστών σταθμών ασυρμάτου τηλεγραφίας εν τη Ελλάδι, το υπουργείον των Ναυτικών απεφάσισε την εγκατάστασιν και νέων σταθμών εν ταις νήσοις. xyxy=(1080,1672,1322,1755)
section-heading: ΝΕΟΙ ΣΤΑΘΜΟΙ xyxy=(1142,1651,1260,1667)
article-paragraph: Υπό τού υπουργείου τών Ναυτικών εκηρύχθη χθες η επιτυχόντων εις τους διαγωνισμούς ασυρματιστών. xyxy=(1080,1369,1322,1418)
social-news-title: ΚΟΙΝΩΝΙΚΑ xyxy=(840,86,1068,113)
section-heading: Η ΝΕΑ ΔΙΚΗ xyxy=(1153,1084,1248,1100)
article-paragraph: Ο πτωχός είπεν: — Μήν... Αυτό είνε όλο, όλο· απηντησεν. Τα πήραν τα χρήματά μου που μου έδωσαν· μου τα επήραν τα παιδιά. xyxy=(606,969,828,1035)
social-item: Ο Μανουήλ Πουλικιδόλμης και Π. Κ. Γιαννάκοπουλος Επιμεληταί του Δημ. Μαιευτηρίου Αθηνών, δέχονται εις το ιατρείον των καθ' εκάστην. xyxy=(840,1013,1068,1079)
bank-notice-text: Η Διοίκησις τής Εθνικής Τραπέζης τής Ελλάδος γνωστοποιεί είς τούς κατόχους τών προσωρινών τίτλων τού δανείου τής Ελληνικής Κυβερνήσεως φρ. 80,000,000 ότι ή εξόφλησις τών τοκομεριδίων αυτών θα ενεργήται από της 28 Μαρτίου 1913 και καθ' όλα τα καταστήματα αυτής εν Ελλάδι. xyxy=(384,1077,594,1244)
